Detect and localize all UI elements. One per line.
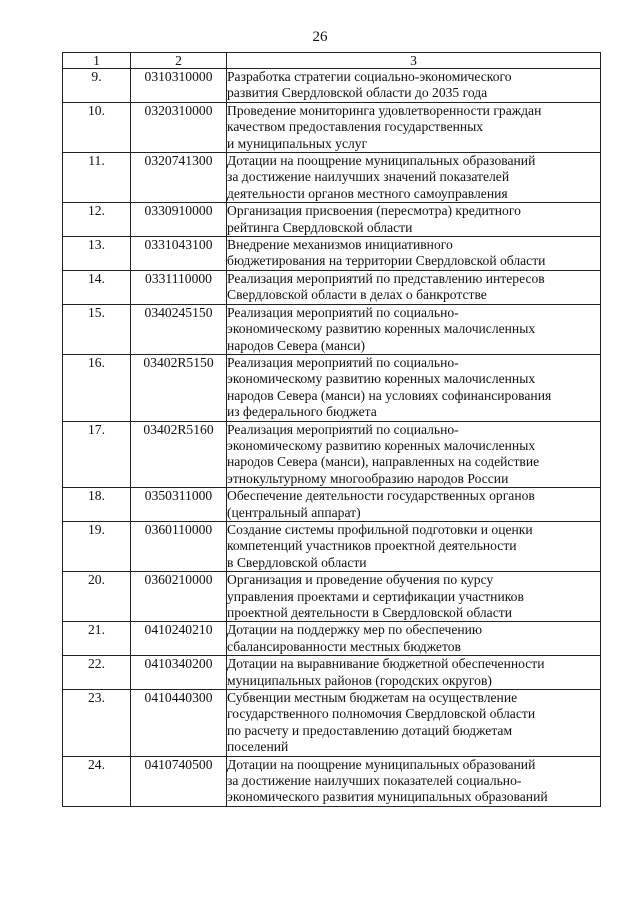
description-line: Реализация мероприятий по социально- — [227, 421, 459, 437]
description-line: рейтинга Свердловской области — [227, 219, 413, 235]
table-row — [63, 521, 601, 571]
description-line: проектной деятельности в Свердловской области — [227, 605, 512, 620]
row-number: 18. — [63, 488, 131, 522]
description-line: этнокультурному многообразию народов России — [227, 470, 509, 486]
header-row — [63, 53, 601, 69]
row-number: 11. — [63, 153, 131, 203]
description-line: бюджетирования на территории Свердловской области — [227, 253, 546, 269]
description-line: экономическому развитию коренных малочисленных — [227, 321, 536, 337]
table-row — [63, 622, 601, 656]
classification-code: 0331043100 — [131, 237, 227, 271]
item-description — [227, 656, 601, 690]
table-row — [63, 354, 601, 421]
row-number: 23. — [63, 690, 131, 757]
table-row — [63, 237, 601, 271]
item-description — [227, 203, 601, 237]
description-line: за достижение наилучших значений показателей — [227, 169, 510, 185]
table-row — [63, 304, 601, 354]
description-line: Реализация мероприятий по социально- — [227, 304, 459, 320]
description-line: Организация и проведение обучения по курсу — [227, 572, 494, 588]
header-col-2: 2 — [131, 53, 227, 69]
classification-code: 03402R5150 — [131, 354, 227, 421]
row-number: 13. — [63, 237, 131, 271]
table-row — [63, 421, 601, 488]
item-description — [227, 69, 601, 103]
item-description — [227, 102, 601, 152]
row-number: 14. — [63, 270, 131, 304]
row-number: 21. — [63, 622, 131, 656]
table-row — [63, 572, 601, 622]
item-description — [227, 622, 601, 656]
description-line: народов Севера (манси), направленных на содействие — [227, 454, 540, 470]
description-line: из федерального бюджета — [227, 404, 377, 420]
row-number: 24. — [63, 756, 131, 806]
page-number: 26 — [312, 29, 328, 45]
table-row — [63, 656, 601, 690]
description-line: Внедрение механизмов инициативного — [227, 237, 453, 253]
description-line: Проведение мониторинга удовлетворенности граждан — [227, 102, 542, 118]
table-row — [63, 102, 601, 152]
description-line: деятельности органов местного самоуправления — [227, 185, 508, 201]
description-line: компетенций участников проектной деятельности — [227, 538, 517, 554]
classification-code: 0410440300 — [131, 690, 227, 757]
description-line: по расчету и предоставлению дотаций бюджетам — [227, 722, 513, 738]
description-line: экономическому развитию коренных малочисленных — [227, 371, 536, 387]
table-body — [63, 69, 601, 807]
classification-code: 0310310000 — [131, 69, 227, 103]
description-line: Обеспечение деятельности государственных органов — [227, 488, 535, 504]
description-line: развития Свердловской области до 2035 года — [227, 85, 488, 101]
description-line: Дотации на поощрение муниципальных образований — [227, 756, 536, 772]
description-line: сбалансированности местных бюджетов — [227, 638, 461, 654]
description-line: поселений — [227, 739, 289, 755]
item-description — [227, 690, 601, 757]
description-line: управления проектами и сертификации участников — [227, 588, 524, 604]
description-line: Реализация мероприятий по представлению интересов — [227, 270, 545, 286]
description-line: качеством предоставления государственных — [227, 119, 484, 135]
classification-code: 0360110000 — [131, 521, 227, 571]
table-row — [63, 690, 601, 757]
description-line: муниципальных районов (городских округов) — [227, 672, 492, 688]
classification-code: 0350311000 — [131, 488, 227, 522]
description-line: за достижение наилучших показателей социально- — [227, 773, 522, 789]
header-col-1: 1 — [63, 53, 131, 69]
row-number: 16. — [63, 354, 131, 421]
row-number: 10. — [63, 102, 131, 152]
description-line: и муниципальных услуг — [227, 135, 368, 151]
item-description — [227, 488, 601, 522]
classification-code: 0340245150 — [131, 304, 227, 354]
row-number: 20. — [63, 572, 131, 622]
item-description — [227, 756, 601, 806]
item-description — [227, 354, 601, 421]
description-line: Дотации на поощрение муниципальных образований — [227, 153, 536, 169]
table-header — [63, 53, 601, 69]
description-line: Создание системы профильной подготовки и оценки — [227, 521, 533, 537]
description-line: Организация присвоения (пересмотра) кредитного — [227, 203, 521, 219]
description-line: Разработка стратегии социально-экономического — [227, 69, 512, 84]
item-description — [227, 572, 601, 622]
table-row — [63, 270, 601, 304]
description-line: народов Севера (манси) на условиях софинансирования — [227, 387, 552, 403]
classification-code: 03402R5160 — [131, 421, 227, 488]
item-description — [227, 153, 601, 203]
description-line: народов Севера (манси) — [227, 337, 366, 353]
classification-code: 0330910000 — [131, 203, 227, 237]
classification-code: 0331110000 — [131, 270, 227, 304]
classification-code: 0320741300 — [131, 153, 227, 203]
description-line: Субвенции местным бюджетам на осуществление — [227, 690, 518, 706]
budget-classification-table — [62, 52, 601, 807]
description-line: экономического развития муниципальных образований — [227, 789, 548, 805]
row-number: 19. — [63, 521, 131, 571]
row-number: 17. — [63, 421, 131, 488]
row-number: 9. — [63, 69, 131, 103]
item-description — [227, 421, 601, 488]
classification-code: 0410740500 — [131, 756, 227, 806]
description-line: в Свердловской области — [227, 554, 367, 570]
description-line: экономическому развитию коренных малочисленных — [227, 437, 536, 453]
description-line: Реализация мероприятий по социально- — [227, 354, 459, 370]
table-row — [63, 756, 601, 806]
item-description — [227, 304, 601, 354]
description-line: Дотации на поддержку мер по обеспечению — [227, 622, 483, 638]
table-row — [63, 488, 601, 522]
description-line: государственного полномочия Свердловской области — [227, 706, 536, 722]
row-number: 12. — [63, 203, 131, 237]
item-description — [227, 270, 601, 304]
table-row — [63, 203, 601, 237]
description-line: Свердловской области в делах о банкротстве — [227, 287, 487, 303]
row-number: 22. — [63, 656, 131, 690]
item-description — [227, 237, 601, 271]
description-line: (центральный аппарат) — [227, 504, 361, 520]
table-row — [63, 153, 601, 203]
item-description — [227, 521, 601, 571]
table-row — [63, 69, 601, 103]
classification-code: 0410240210 — [131, 622, 227, 656]
classification-code: 0410340200 — [131, 656, 227, 690]
classification-code: 0320310000 — [131, 102, 227, 152]
classification-code: 0360210000 — [131, 572, 227, 622]
row-number: 15. — [63, 304, 131, 354]
header-col-3: 3 — [227, 53, 601, 69]
description-line: Дотации на выравнивание бюджетной обеспеченности — [227, 656, 545, 672]
